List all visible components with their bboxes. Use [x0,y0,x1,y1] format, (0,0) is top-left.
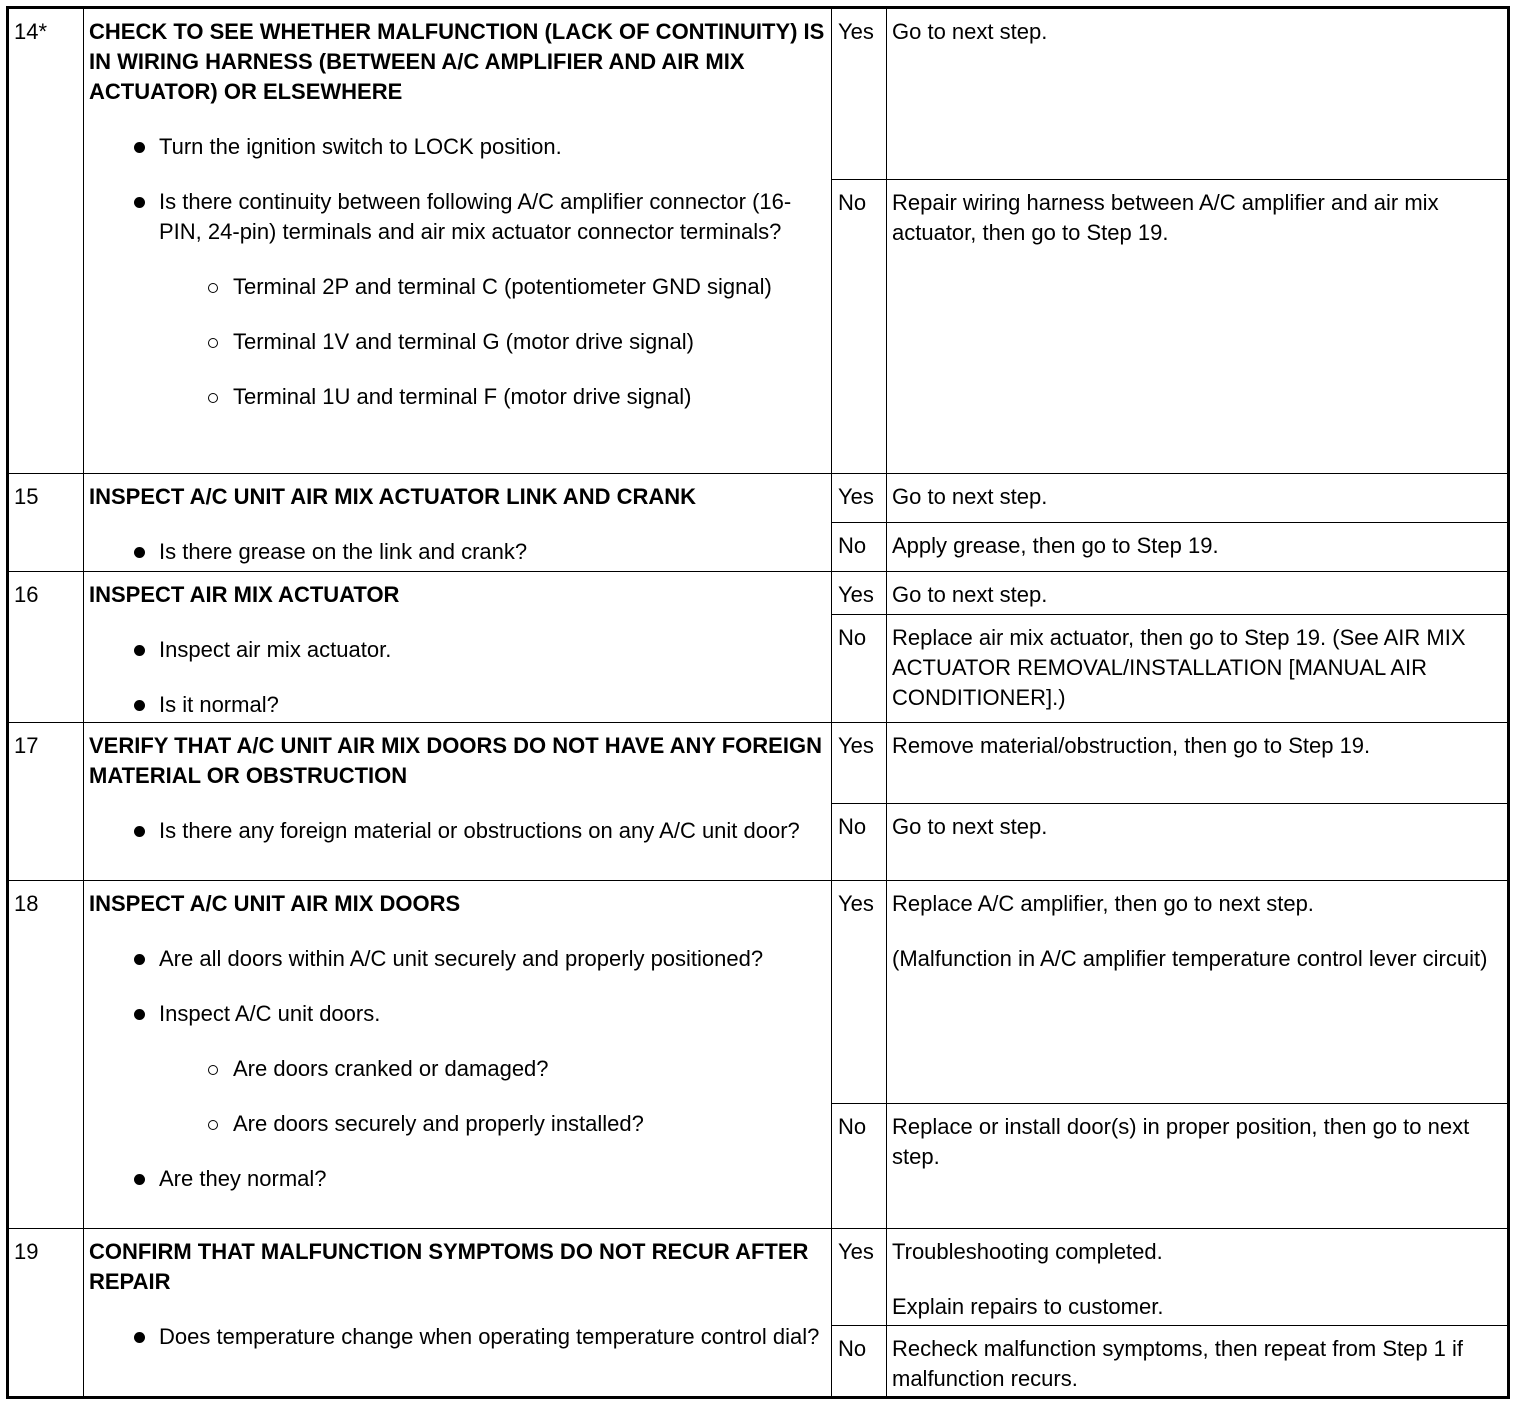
step-content [84,1229,832,1398]
no-action [887,1326,1509,1398]
no-action [887,804,1509,881]
yes-action [887,474,1509,523]
hollow-bullet-icon [208,1120,218,1130]
step-row-yes [8,474,1509,523]
no-action [887,1104,1509,1229]
yes-label: Yes [832,881,887,1104]
action-text: Replace A/C amplifier, then go to next step. [892,891,1314,916]
table-body [8,8,1509,1398]
filled-bullet-icon [134,645,145,656]
hollow-bullet-icon [208,393,218,403]
action-text: Go to next step. [892,19,1048,44]
sub-bullet-item [89,272,826,302]
bullet-text: Terminal 1U and terminal F (motor drive signal) [233,384,692,409]
yes-label: Yes [832,1229,887,1326]
action-text: Remove material/obstruction, then go to Step 19. [892,733,1371,758]
step-number: 16 [8,572,84,723]
bullet-text: Is there grease on the link and crank? [159,539,528,564]
hollow-bullet-icon [208,1065,218,1075]
action-text: (Malfunction in A/C amplifier temperature control lever circuit) [892,946,1488,971]
step-title: INSPECT AIR MIX ACTUATOR [89,582,400,607]
yes-label: Yes [832,474,887,523]
step-row-yes [8,1229,1509,1326]
bullet-item [89,537,826,567]
yes-label: Yes [832,8,887,180]
bullet-text: Terminal 1V and terminal G (motor drive signal) [233,329,694,354]
hollow-bullet-icon [208,283,218,293]
yes-label: Yes [832,572,887,615]
bullet-text: Turn the ignition switch to LOCK position. [159,134,562,159]
step-content [84,8,832,474]
step-title: INSPECT A/C UNIT AIR MIX ACTUATOR LINK AND CRANK [89,484,697,509]
yes-action [887,881,1509,1104]
action-text: Go to next step. [892,582,1048,607]
step-content [84,881,832,1229]
step-row-yes [8,723,1509,804]
filled-bullet-icon [134,826,145,837]
no-action [887,523,1509,572]
step-title: CHECK TO SEE WHETHER MALFUNCTION (LACK OF CONTINUITY) IS IN WIRING HARNESS (BETWEEN A/C AMPLIFIER AND AIR MIX ACTUATOR) OR ELSEWHERE [89,19,825,104]
no-label: No [832,804,887,881]
step-title: CONFIRM THAT MALFUNCTION SYMPTOMS DO NOT RECUR AFTER REPAIR [89,1239,809,1294]
yes-action [887,572,1509,615]
sub-bullet-item [89,1109,826,1139]
no-label: No [832,180,887,474]
step-content [84,474,832,572]
yes-action [887,8,1509,180]
step-number: 17 [8,723,84,881]
bullet-text: Is it normal? [159,692,279,717]
bullet-text: Inspect A/C unit doors. [159,1001,381,1026]
filled-bullet-icon [134,142,145,153]
action-text: Go to next step. [892,814,1048,839]
bullet-item [89,132,826,162]
action-text: Recheck malfunction symptoms, then repeat from Step 1 if malfunction recurs. [892,1336,1464,1391]
filled-bullet-icon [134,547,145,558]
filled-bullet-icon [134,1009,145,1020]
step-number: 19 [8,1229,84,1398]
sub-bullet-item [89,327,826,357]
bullet-item [89,635,826,665]
filled-bullet-icon [134,1174,145,1185]
step-row-yes [8,572,1509,615]
step-number: 14* [8,8,84,474]
sub-bullet-item [89,1054,826,1084]
bullet-text: Are they normal? [159,1166,327,1191]
sub-bullet-item [89,382,826,412]
bullet-text: Are doors securely and properly installed? [233,1111,644,1136]
step-title: INSPECT A/C UNIT AIR MIX DOORS [89,891,461,916]
step-title: VERIFY THAT A/C UNIT AIR MIX DOORS DO NOT HAVE ANY FOREIGN MATERIAL OR OBSTRUCTION [89,733,822,788]
bullet-item [89,944,826,974]
filled-bullet-icon [134,1332,145,1343]
bullet-item [89,1322,826,1352]
step-content [84,572,832,723]
bullet-item [89,999,826,1029]
step-number: 18 [8,881,84,1229]
step-content [84,723,832,881]
no-label: No [832,615,887,723]
bullet-text: Does temperature change when operating temperature control dial? [159,1324,820,1349]
hollow-bullet-icon [208,338,218,348]
no-action [887,615,1509,723]
no-label: No [832,523,887,572]
bullet-item [89,1164,826,1194]
bullet-text: Inspect air mix actuator. [159,637,392,662]
filled-bullet-icon [134,700,145,711]
bullet-item [89,816,826,846]
bullet-text: Is there continuity between following A/C amplifier connector (16-PIN, 24-pin) terminals and air mix actuator connector terminals? [159,189,792,244]
yes-action [887,1229,1509,1326]
step-number: 15 [8,474,84,572]
yes-label: Yes [832,723,887,804]
action-text: Repair wiring harness between A/C amplifier and air mix actuator, then go to Step 19. [892,190,1439,245]
action-text: Troubleshooting completed. [892,1239,1163,1264]
bullet-text: Are all doors within A/C unit securely and properly positioned? [159,946,764,971]
no-label: No [832,1326,887,1398]
yes-action [887,723,1509,804]
filled-bullet-icon [134,197,145,208]
bullet-item [89,187,826,247]
filled-bullet-icon [134,954,145,965]
action-text: Replace air mix actuator, then go to Step 19. (See AIR MIX ACTUATOR REMOVAL/INSTALLATION [MANUAL AIR CONDITIONER].) [892,625,1466,710]
troubleshooting-table [6,6,1510,1399]
no-label: No [832,1104,887,1229]
bullet-text: Terminal 2P and terminal C (potentiometer GND signal) [233,274,772,299]
action-text: Replace or install door(s) in proper position, then go to next step. [892,1114,1470,1169]
action-text: Apply grease, then go to Step 19. [892,533,1219,558]
no-action [887,180,1509,474]
step-row-yes [8,881,1509,1104]
step-row-yes [8,8,1509,180]
bullet-text: Is there any foreign material or obstructions on any A/C unit door? [159,818,800,843]
bullet-item [89,690,826,720]
action-text: Explain repairs to customer. [892,1294,1164,1319]
action-text: Go to next step. [892,484,1048,509]
bullet-text: Are doors cranked or damaged? [233,1056,549,1081]
